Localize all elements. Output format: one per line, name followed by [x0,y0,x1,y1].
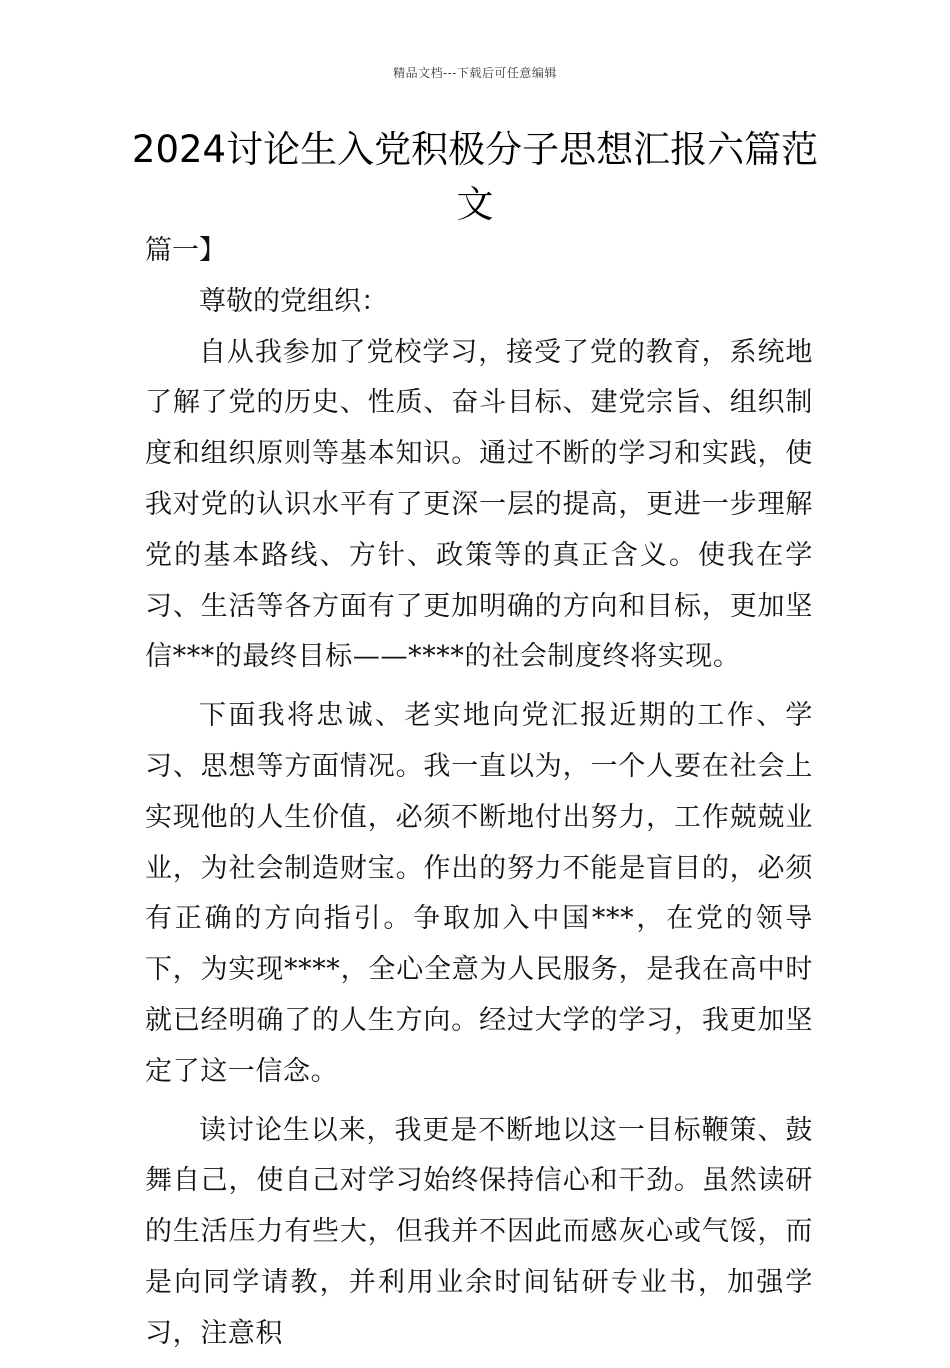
paragraph-3: 读讨论生以来，我更是不断地以这一目标鞭策、鼓舞自己，使自己对学习始终保持信心和干劲。虽然读研的生活压力有些大，但我并不因此而感灰心或气馁，而是向同学请教，并利用业余时间钻研专业书，加强学习，注意积 [145,1114,813,1349]
paragraph-1: 自从我参加了党校学习，接受了党的教育，系统地了解了党的历史、性质、奋斗目标、建党宗旨、组织制度和组织原则等基本知识。通过不断的学习和实践，使我对党的认识水平有了更深一层的提高，更进一步理解党的基本路线、方针、政策等的真正含义。使我在学习、生活等各方面有了更加明确的方向和目标，更加坚信***的最终目标——****的社会制度终将实现。 [145,336,813,673]
paragraph-2: 下面我将忠诚、老实地向党汇报近期的工作、学习、思想等方面情况。我一直以为，一个人要在社会上实现他的人生价值，必须不断地付出努力，工作兢兢业业，为社会制造财宝。作出的努力不能是盲目的，必须有正确的方向指引。争取加入中国***，在党的领导下，为实现****，全心全意为人民服务，是我在高中时就已经明确了的人生方向。经过大学的学习，我更加坚定了这一信念。 [145,700,813,1087]
section-label: 篇一】 [145,235,226,266]
salutation: 尊敬的党组织： [199,285,388,317]
header-note: 精品文档---下载后可任意编辑 [393,66,557,80]
document-title: 2024讨论生入党积极分子思想汇报六篇范文 [131,128,819,226]
document-body [145,226,813,1368]
